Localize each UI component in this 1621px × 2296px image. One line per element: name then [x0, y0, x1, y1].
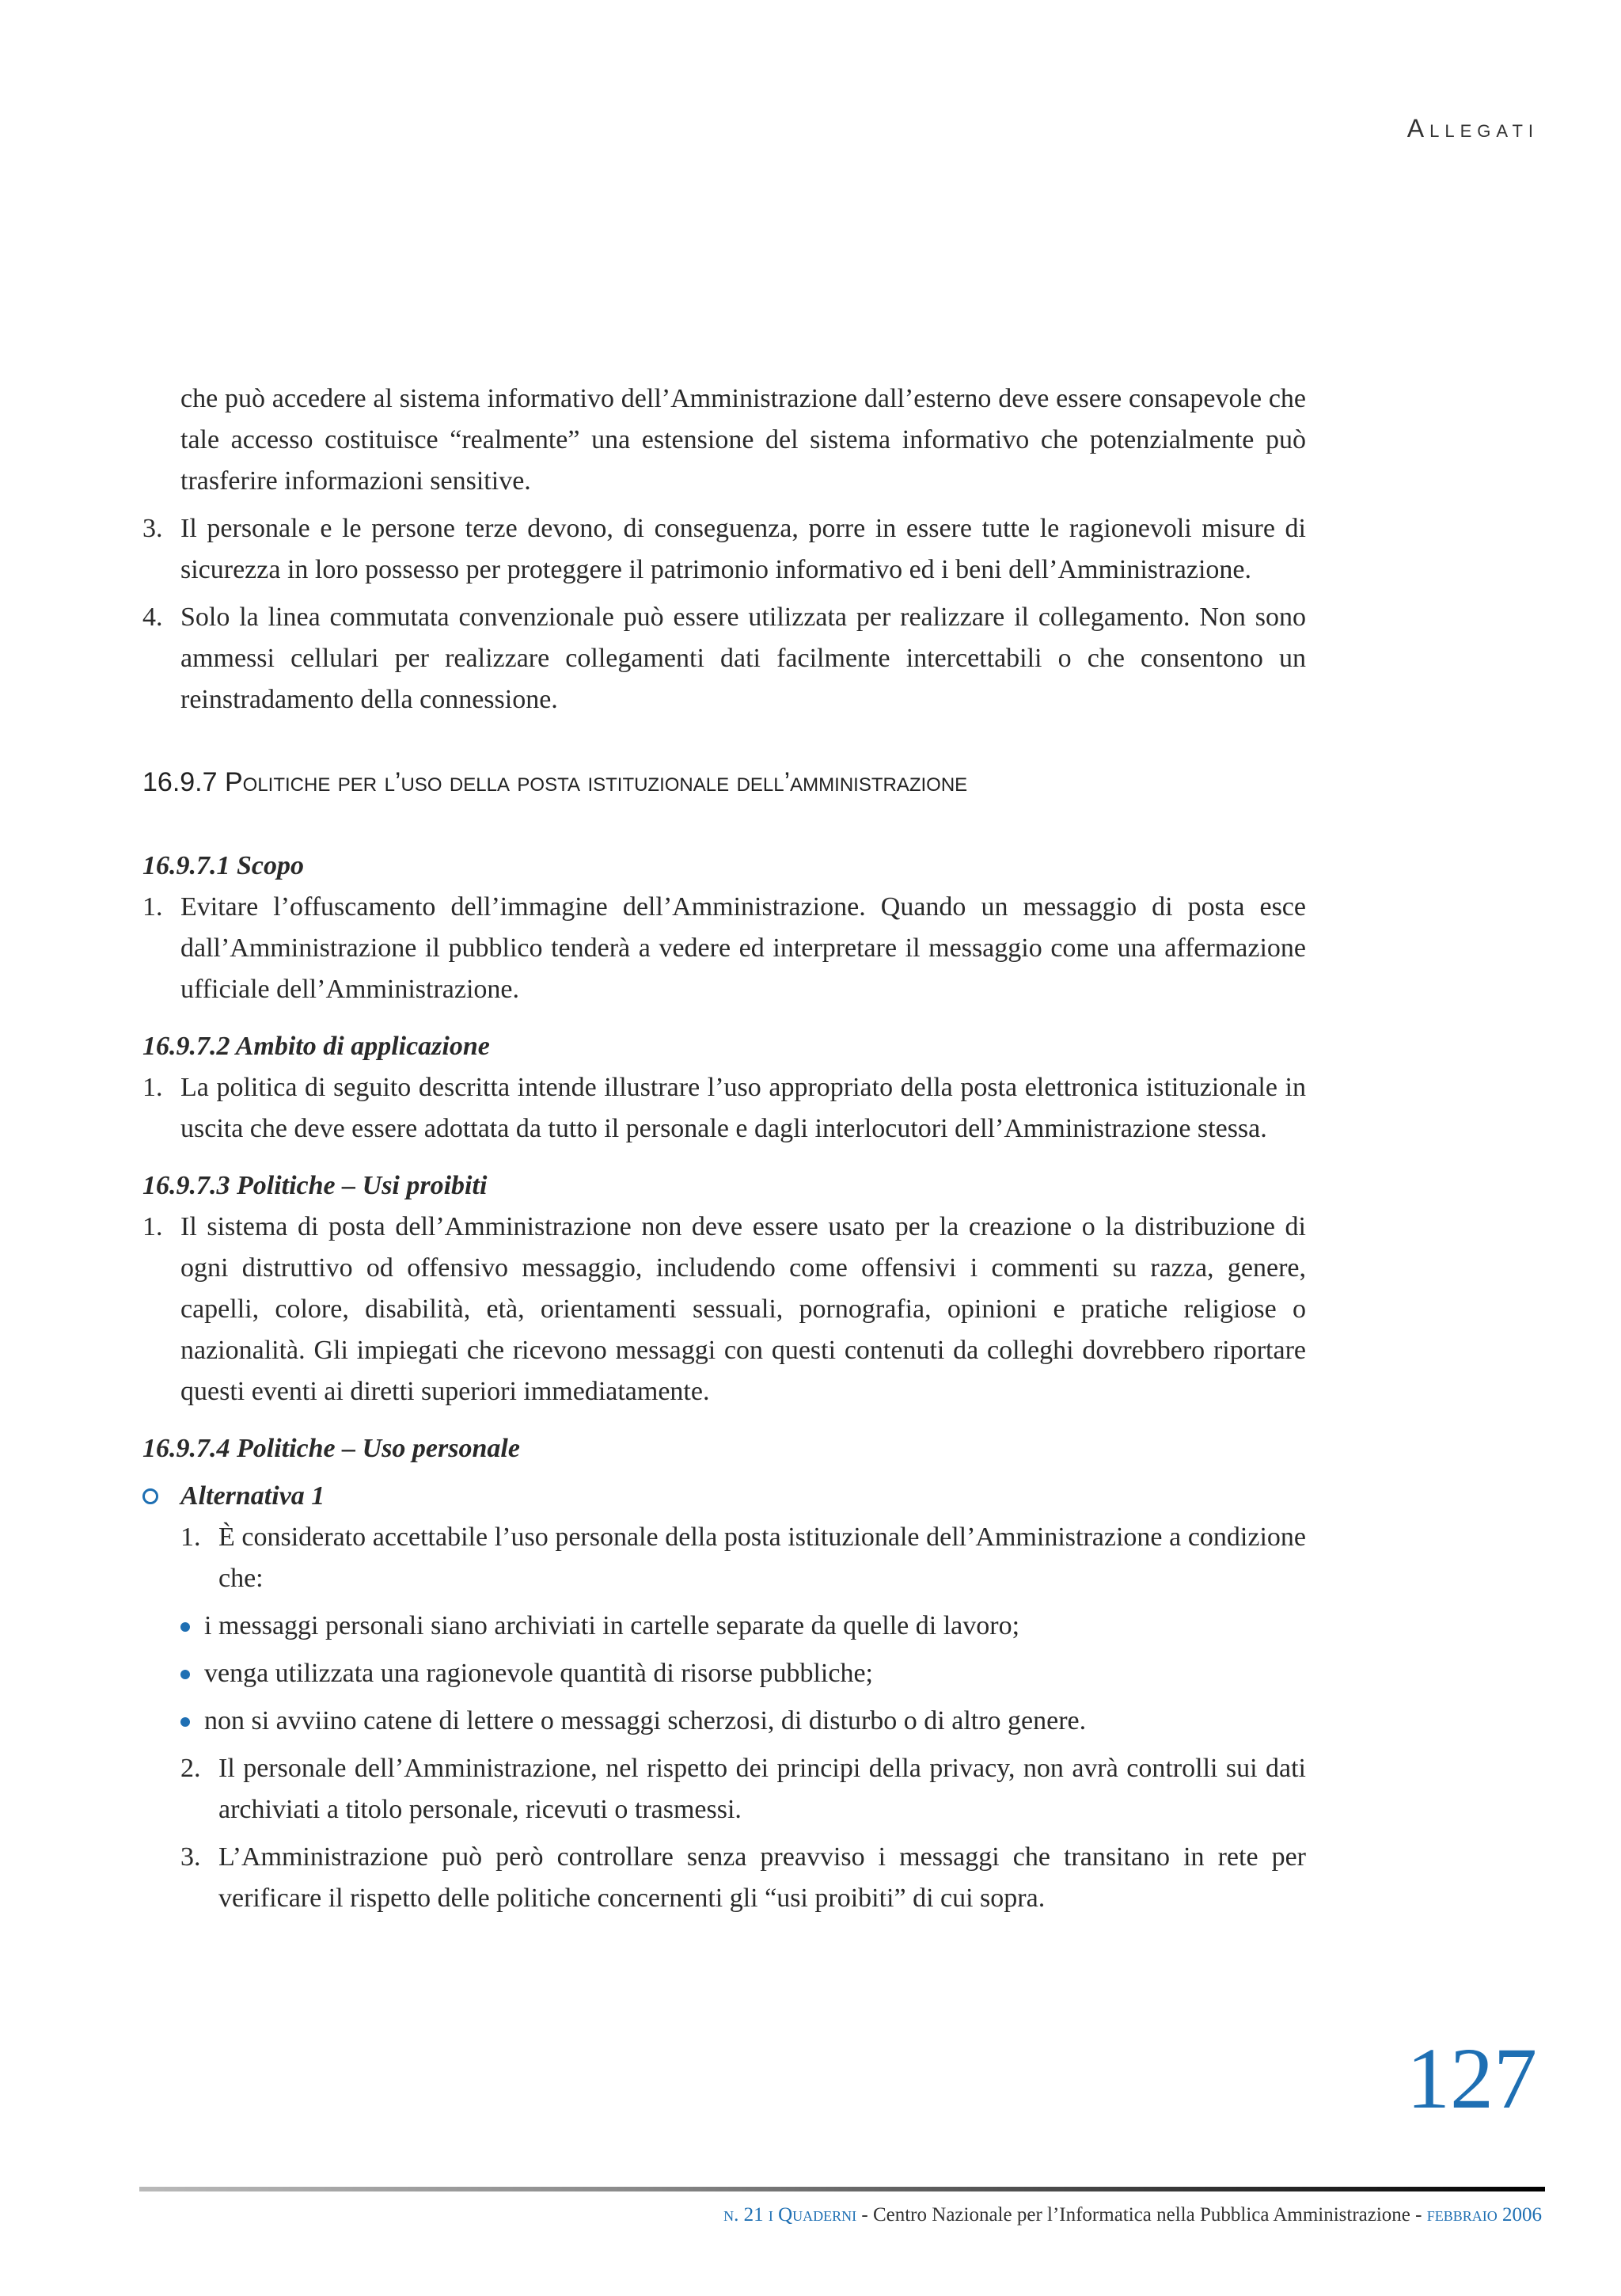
item-text: Il personale dell’Amministrazione, nel rispetto dei principi della privacy, non avrà controlli sui dati archiviati a titolo personale, ricevuti o trasmessi. [218, 1754, 1306, 1824]
bullet-text: non si avviino catene di lettere o messaggi scherzosi, di disturbo o di altro genere. [204, 1706, 1087, 1735]
list-item [142, 597, 1306, 720]
item-text: L’Amministrazione può però controllare senza preavviso i messaggi che transitano in rete per verificare il rispetto delle politiche concernenti gli “usi proibiti” di cui sopra. [218, 1842, 1306, 1913]
alternative-heading [142, 1476, 1306, 1517]
subsection-heading-uso-personale: 16.9.7.4 Politiche – Uso personale [142, 1434, 520, 1463]
bullet-item [180, 1606, 1306, 1647]
list-item [142, 1067, 1306, 1150]
item-text: Il sistema di posta dell’Amministrazione non deve essere usato per la creazione o la distribuzione di ogni distruttivo od offensivo messaggio, includendo come offensivi i commenti su razza, genere, capelli, colore, disabilità, età, orientamenti sessuali, pornografia, opinioni e pratiche religiose o nazionalità. Gli impiegati che ricevono messaggi con questi contenuti da colleghi dovrebbero riportare questi eventi ai diretti superiori immediatamente. [180, 1212, 1306, 1406]
subsection-heading-usi-proibiti: 16.9.7.3 Politiche – Usi proibiti [142, 1171, 488, 1200]
footer-date: febbraio 2006 [1426, 2204, 1542, 2226]
item-number: 1. [142, 892, 163, 922]
dot-bullet-icon [180, 1717, 190, 1727]
footer-publisher: Centro Nazionale per l’Informatica nella Pubblica Amministrazione [872, 2204, 1410, 2226]
footer-separator: - [856, 2204, 873, 2226]
item-number: 1. [180, 1522, 201, 1552]
item-number: 4. [142, 603, 163, 632]
list-item [142, 1207, 1306, 1412]
bullet-item [180, 1701, 1306, 1742]
alternative-block [180, 1517, 1306, 1919]
item-number: 3. [180, 1842, 201, 1872]
item-number: 1. [142, 1073, 163, 1102]
bullet-text: venga utilizzata una ragionevole quantità di risorse pubbliche; [204, 1659, 873, 1688]
list-item [180, 1748, 1306, 1830]
list-item [142, 508, 1306, 591]
item-number: 3. [142, 514, 163, 543]
list-item [180, 1517, 1306, 1599]
dot-bullet-icon [180, 1670, 190, 1679]
dot-bullet-icon [180, 1622, 190, 1632]
item-text: Evitare l’offuscamento dell’immagine dell’Amministrazione. Quando un messaggio di posta esce dall’Amministrazione il pubblico tenderà a vedere ed interpretare il messaggio come una affermazione ufficiale dell’Amministrazione. [180, 892, 1306, 1004]
item-number: 2. [180, 1754, 201, 1783]
item-text: Il personale e le persone terze devono, di conseguenza, porre in essere tutte le ragionevoli misure di sicurezza in loro possesso per proteggere il patrimonio informativo ed i beni dell’Amministrazione. [180, 514, 1306, 584]
section-heading: 16.9.7 Politiche per l’uso della posta istituzionale dell’amministrazione [142, 767, 968, 797]
list-item [180, 1837, 1306, 1919]
page-number: 127 [1407, 2030, 1537, 2127]
item-text: È considerato accettabile l’uso personale della posta istituzionale dell’Amministrazione a condizione che: [218, 1522, 1306, 1593]
page-footer [723, 2204, 1542, 2226]
item-text: La politica di seguito descritta intende illustrare l’uso appropriato della posta elettronica istituzionale in uscita che deve essere adottata da tutto il personale e dagli interlocutori dell’Amministrazione stessa. [180, 1073, 1306, 1143]
list-item [142, 887, 1306, 1010]
subsection-heading-ambito: 16.9.7.2 Ambito di applicazione [142, 1032, 490, 1061]
footer-separator: - [1410, 2204, 1427, 2226]
circle-bullet-icon [142, 1488, 158, 1504]
subsection-heading-scopo: 16.9.7.1 Scopo [142, 851, 304, 880]
footer-issue: n. 21 i Quaderni [723, 2204, 857, 2226]
bullet-text: i messaggi personali siano archiviati in cartelle separate da quelle di lavoro; [204, 1611, 1020, 1640]
footer-divider [139, 2187, 1545, 2191]
intro-paragraph: che può accedere al sistema informativo dell’Amministrazione dall’esterno deve essere consapevole che tale accesso costituisce “realmente” una estensione del sistema informativo che potenzialmente può trasferire informazioni sensitive. [180, 384, 1306, 496]
item-number: 1. [142, 1212, 163, 1241]
item-text: Solo la linea commutata convenzionale può essere utilizzata per realizzare il collegamento. Non sono ammessi cellulari per realizzare collegamenti dati facilmente intercettabili o che consentono un reinstradamento della connessione. [180, 603, 1306, 714]
running-head: Allegati [1407, 114, 1539, 143]
page-content [142, 378, 1306, 1919]
bullet-item [180, 1653, 1306, 1694]
alternative-label: Alternativa 1 [180, 1481, 325, 1511]
